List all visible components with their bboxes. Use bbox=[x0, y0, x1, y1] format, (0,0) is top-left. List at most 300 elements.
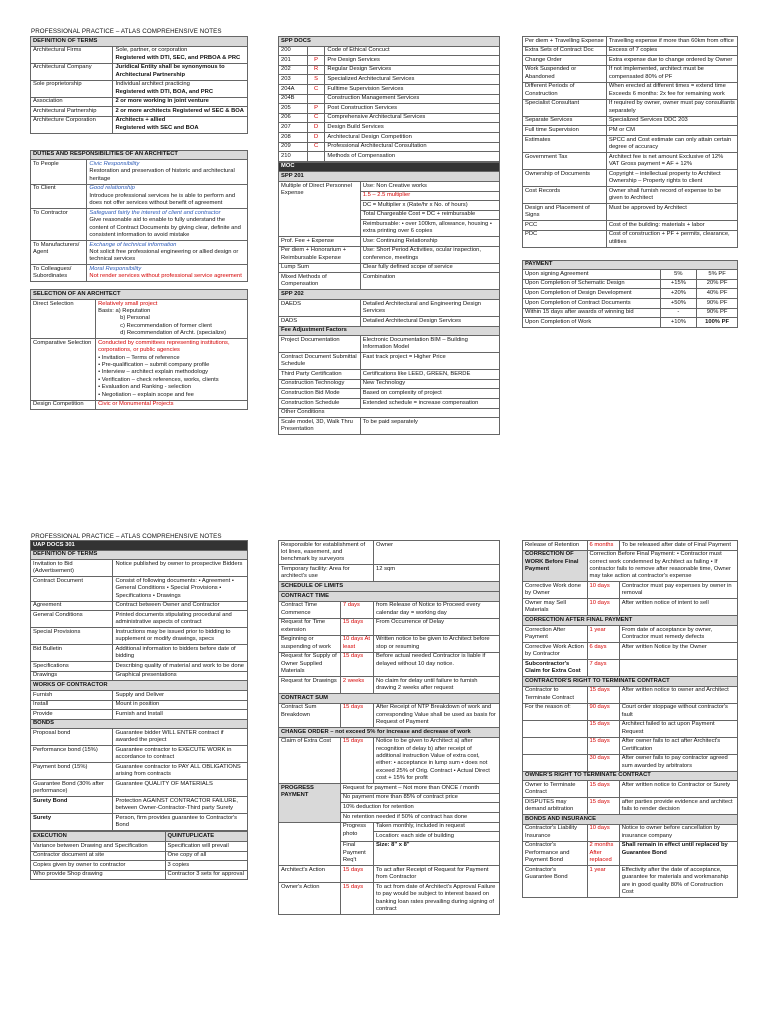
table-cell: Proposal bond bbox=[31, 729, 113, 746]
table-cell: Per diem + Honorarium + Reimbursable Expense bbox=[279, 246, 361, 263]
table-row bbox=[523, 686, 738, 703]
table-row bbox=[31, 400, 248, 410]
table-cell: 3 copies bbox=[165, 861, 247, 871]
table-cell bbox=[87, 184, 248, 208]
table-row bbox=[523, 703, 738, 720]
table-cell: CORRECTION OF WORK Before Final Payment bbox=[523, 550, 588, 582]
table-cell: P bbox=[307, 104, 325, 114]
table-cell: Design Build Services bbox=[325, 123, 500, 133]
table-cell: After Receipt of NTP Breakdown of work and corresponding Value shall be used as basis for Request of Payment bbox=[374, 703, 500, 727]
cell-line: Juridical Entity shall be synonymous to bbox=[115, 64, 225, 71]
table-row bbox=[279, 113, 500, 123]
table-cell: PROGRESS PAYMENT bbox=[279, 784, 341, 822]
table-cell: Guarantee QUALITY OF MATERIALS bbox=[113, 780, 248, 797]
table-cell: Request for Drawings bbox=[279, 677, 341, 694]
table-cell: Contractor 3 sets for approval bbox=[165, 870, 247, 880]
table-row bbox=[279, 181, 500, 191]
table-cell: If required by owner, owner must pay consultants separately bbox=[606, 99, 737, 116]
table-row bbox=[31, 560, 248, 577]
table-cell: Before actual needed Contractor is liable if delayed without 10 day notice. bbox=[374, 652, 500, 676]
table-cell: PDC bbox=[523, 230, 607, 247]
cell-line: Moral Responsibility bbox=[89, 266, 142, 272]
table-cell: Combination bbox=[360, 273, 499, 290]
table-row bbox=[279, 300, 500, 317]
table-cell: Architectural Company bbox=[31, 63, 113, 80]
cell-line: Not solicit free professional engineering or allied design or technical services bbox=[89, 249, 239, 263]
table-cell: Contractor to Terminate Contract bbox=[523, 686, 588, 703]
table-cell: P bbox=[307, 56, 325, 66]
table-cell: Clear fully defined scope of service bbox=[360, 263, 499, 273]
table-row bbox=[523, 626, 738, 643]
table-cell: 7 days bbox=[587, 660, 619, 677]
table-cell: Specifications bbox=[31, 662, 113, 672]
table-cell: Architect's Action bbox=[279, 866, 341, 883]
table-cell: Civic or Monumental Projects bbox=[96, 400, 248, 410]
table-cell: Corrective Work Action by Contractor bbox=[523, 643, 588, 660]
table-cell: 15 days bbox=[340, 652, 373, 676]
table-cell: Comparative Selection bbox=[31, 339, 96, 400]
table-cell: +20% bbox=[660, 289, 697, 299]
cell-line: Architectural Partnership bbox=[115, 71, 186, 78]
table-cell: Estimates bbox=[523, 135, 607, 152]
cell-line: Civic Responsibility bbox=[89, 160, 140, 167]
table-cell: Other Conditions bbox=[279, 408, 500, 418]
section-title: SELECTION OF AN ARCHITECT bbox=[31, 290, 248, 300]
table-cell: - bbox=[660, 308, 697, 318]
table-cell: Additional information to bidders before date of bidding bbox=[113, 645, 248, 662]
uap-definition-table bbox=[30, 540, 248, 831]
table-cell: 15 days bbox=[587, 798, 619, 815]
table-row bbox=[31, 710, 248, 720]
table-cell: After written notice to owner and Architect bbox=[619, 686, 737, 703]
section-title: OWNER'S RIGHT TO TERMINATE CONTRACT bbox=[523, 771, 738, 781]
table-row bbox=[279, 56, 500, 66]
table-cell: 205 bbox=[279, 104, 308, 114]
table-row bbox=[279, 635, 500, 652]
p2-col-2 bbox=[278, 540, 500, 915]
table-cell: Surety Bond bbox=[31, 797, 113, 814]
table-cell: Architectural Partnership bbox=[31, 107, 113, 117]
table-row bbox=[31, 671, 248, 681]
table-row bbox=[523, 599, 738, 616]
table-cell: 15 days bbox=[340, 703, 373, 727]
cell-line: • Verification – check references, works, clients bbox=[98, 376, 219, 383]
table-row bbox=[523, 289, 738, 299]
misc-table bbox=[522, 36, 738, 248]
table-row bbox=[31, 160, 248, 184]
table-cell: 15 days bbox=[340, 883, 373, 915]
section-title: DEFINITION OF TERMS bbox=[31, 550, 248, 560]
table-row bbox=[523, 230, 738, 247]
table-cell: DADS bbox=[279, 317, 361, 327]
table-row bbox=[523, 169, 738, 186]
table-cell: SPCC and Cost estimate can only attain certain degree of accuracy bbox=[606, 135, 737, 152]
table-cell: Responsible for establishment of lot lines, easement, and benchmark by surveyors bbox=[279, 541, 374, 565]
table-cell: Notice to owner before cancellation by insurance company bbox=[619, 824, 737, 841]
cell-line: Restoration and preservation of historic and architectural heritage bbox=[89, 168, 235, 182]
table-cell: C bbox=[307, 113, 325, 123]
table-cell bbox=[307, 94, 325, 104]
table-row bbox=[31, 814, 248, 831]
table-cell: Construction Bid Mode bbox=[279, 389, 361, 399]
table-cell: Performance bond (15%) bbox=[31, 746, 113, 763]
table-row bbox=[523, 841, 738, 865]
table-cell: C bbox=[307, 142, 325, 152]
table-row bbox=[523, 126, 738, 136]
table-cell bbox=[307, 46, 325, 56]
cell-line: Not render services without professional service agreement bbox=[89, 273, 242, 280]
table-cell: Mixed Methods of Compensation bbox=[279, 273, 361, 290]
table-cell: Comprehensive Architectural Services bbox=[325, 113, 500, 123]
table-row bbox=[523, 550, 738, 582]
table-cell: Specialized Services DDC 203 bbox=[606, 116, 737, 126]
table-cell: Owner bbox=[374, 541, 500, 565]
table-cell: Release of Retention bbox=[523, 541, 588, 551]
table-cell: After written notice to Contractor or Surety bbox=[619, 781, 737, 798]
payment-table bbox=[522, 260, 738, 328]
table-cell: Association bbox=[31, 97, 113, 107]
table-row bbox=[523, 866, 738, 898]
table-row bbox=[31, 577, 248, 601]
table-cell: To People bbox=[31, 160, 87, 184]
table-cell: Temporary facility: Area for architect's use bbox=[279, 565, 374, 582]
table-cell: Special Provisions bbox=[31, 628, 113, 645]
table-row bbox=[31, 645, 248, 662]
cell-line: Basis: a) Reputation bbox=[98, 308, 151, 314]
table-row bbox=[523, 720, 738, 737]
table-row bbox=[279, 317, 500, 327]
table-cell: 2 or more working in joint venture bbox=[113, 97, 248, 107]
table-cell: 5% PF bbox=[697, 270, 738, 280]
table-cell bbox=[96, 339, 248, 400]
table-row bbox=[279, 677, 500, 694]
table-cell: Work Suspended or Abandoned bbox=[523, 65, 607, 82]
table-cell: Travelling expense if more than 60km from office bbox=[606, 37, 737, 47]
table-row bbox=[523, 660, 738, 677]
table-cell: 15 days bbox=[587, 686, 619, 703]
table-cell: DC = Multiplier x (Rate/hr x No. of hours) bbox=[360, 201, 499, 211]
table-cell: Architecture Corporation bbox=[31, 116, 113, 133]
table-cell: 204B bbox=[279, 94, 308, 104]
table-cell: Request for Supply of Owner Supplied Materials bbox=[279, 652, 341, 676]
table-cell: Progress photo bbox=[340, 822, 373, 841]
table-row bbox=[31, 746, 248, 763]
table-row bbox=[31, 690, 248, 700]
page-header: PROFESSIONAL PRACTICE – ATLAS COMPREHENSIVE NOTES bbox=[31, 28, 222, 35]
table-cell bbox=[523, 754, 588, 771]
table-row bbox=[31, 300, 248, 339]
table-cell: Electronic Documentation BIM – Building Information Model bbox=[360, 336, 499, 353]
table-row bbox=[279, 336, 500, 353]
table-cell: 206 bbox=[279, 113, 308, 123]
table-row bbox=[279, 408, 500, 418]
section-title: CORRECTION AFTER FINAL PAYMENT bbox=[523, 616, 738, 626]
table-cell: Specialist Consultant bbox=[523, 99, 607, 116]
p1-col-1 bbox=[30, 36, 248, 410]
table-cell: Use: Non Creative works bbox=[360, 181, 499, 191]
table-cell: Construction Schedule bbox=[279, 399, 361, 409]
table-cell: Prof. Fee + Expense bbox=[279, 237, 361, 247]
table-cell bbox=[87, 265, 248, 282]
table-row bbox=[31, 841, 248, 851]
section-title: UAP DOCS 301 bbox=[31, 541, 248, 551]
table-cell: From Occurrence of Delay bbox=[374, 618, 500, 635]
cell-line: c) Recommendation of former client bbox=[120, 322, 212, 329]
table-cell: Mount in position bbox=[113, 700, 248, 710]
table-cell: Owner to Terminate Contract bbox=[523, 781, 588, 798]
table-row bbox=[523, 279, 738, 289]
cell-line: • Negotiation – explain scope and fee bbox=[98, 391, 194, 398]
table-row bbox=[523, 99, 738, 116]
table-cell: Full time Supervision bbox=[523, 126, 607, 136]
table-cell: Location: each side of building bbox=[374, 832, 500, 842]
table-cell bbox=[87, 160, 248, 184]
execution-table bbox=[30, 831, 248, 880]
table-cell: 10 days bbox=[587, 582, 619, 599]
table-row bbox=[31, 861, 248, 871]
correction-table bbox=[522, 540, 738, 898]
table-cell: Drawings bbox=[31, 671, 113, 681]
table-row bbox=[279, 866, 500, 883]
table-cell: After owner fails to act after Architect's Certification bbox=[619, 737, 737, 754]
table-cell: Bid Bulletin bbox=[31, 645, 113, 662]
table-cell: To Manufacturers/ Agent bbox=[31, 241, 87, 265]
section-title: Fee Adjustment Factors bbox=[279, 326, 500, 336]
table-cell: PM or CM bbox=[606, 126, 737, 136]
table-cell: 1 year bbox=[587, 626, 619, 643]
table-cell: One copy of all bbox=[165, 851, 247, 861]
table-cell: Detailed Architectural and Engineering Design Services bbox=[360, 300, 499, 317]
table-cell: 202 bbox=[279, 65, 308, 75]
table-cell: Regular Design Services bbox=[325, 65, 500, 75]
table-cell bbox=[307, 152, 325, 162]
table-cell: Extended schedule = increase compensation bbox=[360, 399, 499, 409]
table-cell: Scale model, 3D, Walk Thru Presentation bbox=[279, 418, 361, 435]
table-row bbox=[31, 97, 248, 107]
table-cell bbox=[523, 720, 588, 737]
table-row bbox=[523, 582, 738, 599]
table-cell: 2 weeks bbox=[340, 677, 373, 694]
table-row bbox=[31, 729, 248, 746]
table-row bbox=[31, 628, 248, 645]
table-cell: No payment more than 85% of contract price bbox=[340, 793, 499, 803]
section-title: CHANGE ORDER – not exceed 5% for increase and decrease of work bbox=[279, 728, 500, 738]
table-row bbox=[279, 263, 500, 273]
table-cell: After written notice of intent to sell bbox=[619, 599, 737, 616]
table-cell: Cost of the building: materials + labor bbox=[606, 220, 737, 230]
cell-line: d) Recommendation of Archt. (specialize) bbox=[120, 330, 227, 337]
table-cell bbox=[113, 46, 248, 63]
table-row bbox=[523, 220, 738, 230]
p2-col-1 bbox=[30, 540, 248, 880]
cell-line: Exchange of technical information bbox=[89, 241, 177, 248]
table-cell: New Technology bbox=[360, 379, 499, 389]
table-cell: 15 days bbox=[340, 737, 373, 784]
table-cell: No retention needed if 50% of contract has done bbox=[340, 813, 499, 823]
section-title: DUTIES AND RESPONSIBILITIES OF AN ARCHITECT bbox=[31, 150, 248, 160]
table-cell: After owner fails to pay contractor agreed sum awarded by arbitrators bbox=[619, 754, 737, 771]
table-cell: Pre Design Services bbox=[325, 56, 500, 66]
table-cell: Cost of construction + PF + permits, clearance, utilities bbox=[606, 230, 737, 247]
table-cell bbox=[113, 63, 248, 80]
table-cell: Architectural Design Competition bbox=[325, 132, 500, 142]
table-cell: Change Order bbox=[523, 56, 607, 66]
table-cell: 90% PF bbox=[697, 308, 738, 318]
table-cell: from Release of Notice to Proceed every calendar day = working day bbox=[374, 601, 500, 618]
table-cell: Instructions may be issued prior to bidding to supplement or modify drawings, specs bbox=[113, 628, 248, 645]
table-cell: Surety bbox=[31, 814, 113, 831]
table-cell: If not implemented, architect must be compensated 80% of PF bbox=[606, 65, 737, 82]
table-row bbox=[523, 82, 738, 99]
table-row bbox=[523, 116, 738, 126]
table-cell: Court order stoppage without contractor's fault bbox=[619, 703, 737, 720]
table-cell: Extra Sets of Contract Doc bbox=[523, 46, 607, 56]
table-cell: Furnish bbox=[31, 690, 113, 700]
table-row bbox=[279, 152, 500, 162]
table-cell: For the reason of: bbox=[523, 703, 588, 720]
table-cell: Construction Technology bbox=[279, 379, 361, 389]
table-cell: Post Construction Services bbox=[325, 104, 500, 114]
table-cell: Sole proprietorship bbox=[31, 80, 113, 97]
table-cell: Guarantee bidder WILL ENTER contract if awarded the project bbox=[113, 729, 248, 746]
table-cell: 1 year bbox=[587, 866, 619, 898]
table-cell: Size: 8" x 8" bbox=[374, 841, 500, 865]
table-cell: Taken monthly, included in request bbox=[374, 822, 500, 832]
table-cell: 10 days At least bbox=[340, 635, 373, 652]
section-title: BONDS AND INSURANCE bbox=[523, 815, 738, 825]
table-cell: Beginning or suspending of work bbox=[279, 635, 341, 652]
table-row bbox=[279, 379, 500, 389]
cell-line: Safeguard fairly the interest of client and contractor bbox=[89, 209, 221, 216]
table-cell: Owner's Action bbox=[279, 883, 341, 915]
table-cell: General Conditions bbox=[31, 611, 113, 628]
table-row bbox=[279, 389, 500, 399]
table-cell: Design and Placement of Signs bbox=[523, 203, 607, 220]
table-cell: Variance between Drawing and Specification bbox=[31, 841, 166, 851]
cell-line: Relatively small project bbox=[98, 300, 158, 307]
table-cell: 15 days bbox=[587, 781, 619, 798]
table-cell: 90 days bbox=[587, 703, 619, 720]
cell-line: • Interview – architect explain methodology bbox=[98, 369, 209, 376]
cell-line: Architects + allied bbox=[115, 117, 166, 124]
table-row bbox=[31, 241, 248, 265]
section-title: DEFINITION OF TERMS bbox=[31, 37, 248, 47]
table-row bbox=[279, 399, 500, 409]
table-cell: 209 bbox=[279, 142, 308, 152]
table-cell: 201 bbox=[279, 56, 308, 66]
cell-line: Registered with DTI, SEC, and PRBOA & PRC bbox=[115, 54, 241, 61]
table-cell: Claim of Extra Cost bbox=[279, 737, 341, 784]
spp-docs-table bbox=[278, 36, 500, 162]
table-cell: Guarantee Bond (30% after performance) bbox=[31, 780, 113, 797]
table-row bbox=[279, 142, 500, 152]
table-cell: 10 days bbox=[587, 824, 619, 841]
table-cell: Owner shall furnish record of expense to be given to Architect bbox=[606, 186, 737, 203]
table-row bbox=[523, 798, 738, 815]
table-cell: Upon Completion of Work bbox=[523, 318, 661, 328]
table-row bbox=[523, 298, 738, 308]
table-cell: After written Notice by the Owner bbox=[619, 643, 737, 660]
table-cell: Based on complexity of project bbox=[360, 389, 499, 399]
cell-line: b) Personal bbox=[120, 315, 150, 322]
table-row bbox=[279, 703, 500, 727]
table-cell: R bbox=[307, 65, 325, 75]
table-row bbox=[31, 662, 248, 672]
table-row bbox=[31, 80, 248, 97]
table-cell: Upon Completion of Contract Documents bbox=[523, 298, 661, 308]
table-row bbox=[279, 601, 500, 618]
table-cell: Agreement bbox=[31, 601, 113, 611]
table-cell: 15 days bbox=[587, 737, 619, 754]
table-cell: Guarantee contractor to PAY ALL OBLIGATIONS arising from contracts bbox=[113, 763, 248, 780]
cell-line: • Evaluation and Ranking - selection bbox=[98, 384, 191, 391]
table-cell: Person, firm provides guarantee to Contractor's Bond bbox=[113, 814, 248, 831]
table-cell bbox=[279, 822, 341, 866]
table-row bbox=[31, 184, 248, 208]
section-title: EXECUTION bbox=[31, 832, 166, 842]
table-cell: Graphical presentations bbox=[113, 671, 248, 681]
table-cell: Contract Document Submittal Schedule bbox=[279, 353, 361, 370]
table-cell: Contractor's Performance and Payment Bond bbox=[523, 841, 588, 865]
table-cell: Upon Completion of Schematic Design bbox=[523, 279, 661, 289]
table-cell: Third Party Certification bbox=[279, 370, 361, 380]
table-cell: Total Chargeable Cost = DC + reimbursable bbox=[360, 210, 499, 220]
table-cell: Contract Document bbox=[31, 577, 113, 601]
section-title: SPP DOCS bbox=[279, 37, 500, 47]
table-cell: Printed documents stipulating procedural and administrative aspects of contract bbox=[113, 611, 248, 628]
table-cell: Professional Architectural Consultation bbox=[325, 142, 500, 152]
table-cell: Contractor's Liability Insurance bbox=[523, 824, 588, 841]
table-cell: Owner may Sell Materials bbox=[523, 599, 588, 616]
table-cell: Detailed Architectural Design Services bbox=[360, 317, 499, 327]
table-cell: 10 days bbox=[587, 599, 619, 616]
table-cell: Reimbursable: • over 100km, allowance, housing • extra printing over 6 copies bbox=[360, 220, 499, 237]
table-cell: Contract Sum Breakdown bbox=[279, 703, 341, 727]
table-row bbox=[31, 780, 248, 797]
selection-table bbox=[30, 289, 248, 410]
table-cell bbox=[523, 737, 588, 754]
table-cell: 15 days bbox=[340, 618, 373, 635]
table-row bbox=[523, 65, 738, 82]
table-cell: 15 days bbox=[587, 720, 619, 737]
table-cell: Code of Ethical Concuct bbox=[325, 46, 500, 56]
table-row bbox=[279, 65, 500, 75]
duties-table bbox=[30, 150, 248, 283]
table-cell: Multiple of Direct Personnel Expense bbox=[279, 181, 361, 236]
table-cell: Fast track project = Higher Price bbox=[360, 353, 499, 370]
table-cell: Contract Time Commence bbox=[279, 601, 341, 618]
table-cell: To be paid separately bbox=[360, 418, 499, 435]
table-cell bbox=[87, 209, 248, 241]
table-row bbox=[279, 822, 500, 832]
table-cell: To act from date of Architect's Approval Failure to pay would be subject to interest based on banking loan rates prevailing during signing of contract bbox=[374, 883, 500, 915]
table-cell: Design Competition bbox=[31, 400, 96, 410]
table-cell: PCC bbox=[523, 220, 607, 230]
table-cell: Use: Short Period Activities, ocular inspection, conference, meetings bbox=[360, 246, 499, 263]
table-cell: +10% bbox=[660, 318, 697, 328]
table-cell: Contractor's Guarantee Bond bbox=[523, 866, 588, 898]
table-cell: D bbox=[307, 123, 325, 133]
table-row bbox=[31, 797, 248, 814]
cell-line: Good relationship bbox=[89, 185, 135, 192]
p2-col-3 bbox=[522, 540, 738, 898]
table-cell: 30 days bbox=[587, 754, 619, 771]
table-row bbox=[279, 418, 500, 435]
section-title: PAYMENT bbox=[523, 260, 738, 270]
table-row bbox=[279, 652, 500, 676]
table-row bbox=[31, 116, 248, 133]
table-cell: Consist of following documents: • Agreement • General Conditions • Special Provisions • Specifications • Drawings bbox=[113, 577, 248, 601]
